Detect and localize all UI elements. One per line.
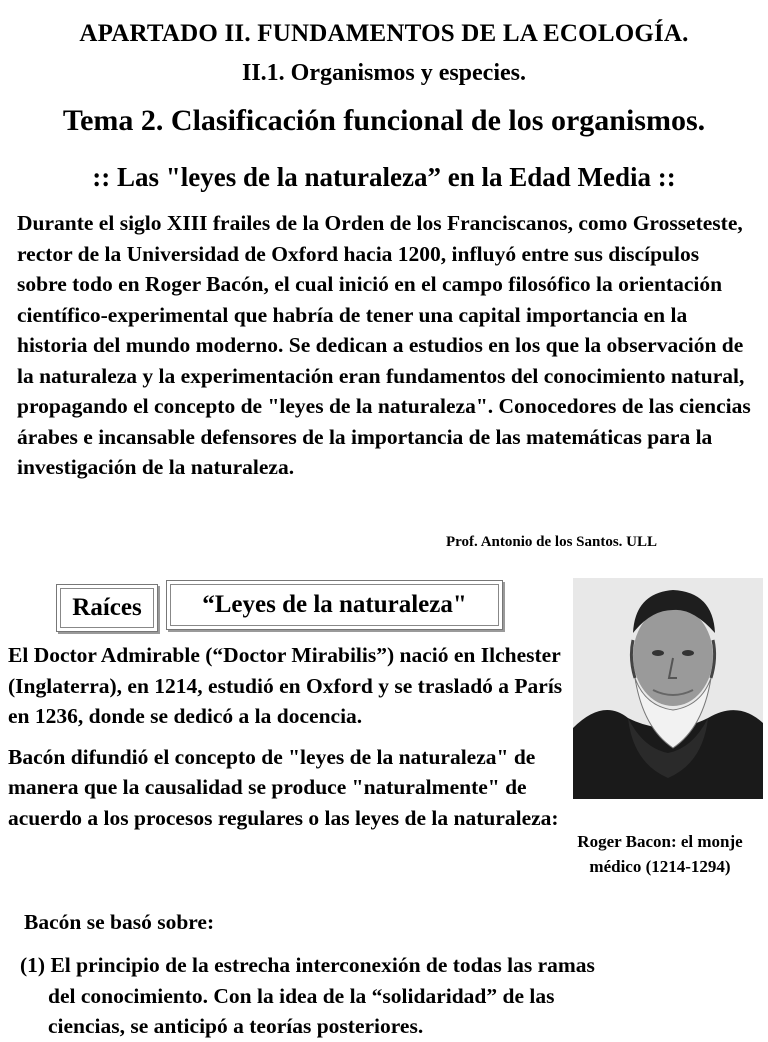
based-on-heading: Bacón se basó sobre:	[24, 910, 215, 934]
raices-button[interactable]	[56, 584, 158, 632]
author-credit: Prof. Antonio de los Santos. ULL	[446, 534, 658, 550]
topic-title: Tema 2. Clasificación funcional de los organismos.	[62, 104, 706, 137]
principle-item	[20, 950, 740, 1042]
roger-bacon-portrait	[573, 578, 763, 799]
principle-line-1: El principio de la estrecha interconexión de todas las ramas	[50, 953, 595, 977]
intro-paragraph: Durante el siglo XIII frailes de la Orden de los Franciscanos, como Grosseteste, rector de la Universidad de Oxford hacia 1200, influyó entre sus discípulos sobre todo en Roger Bacón, el cual inició en el campo filosófico la orientación científico-experimental que habría de tener una capital importancia en la historia del mundo moderno. Se dedican a estudios en los que la observación de la naturaleza y la experimentación eran fundamentos del conocimiento natural, propagando el concepto de "leyes de la naturaleza". Conocedores de las ciencias árabes e incansable defensores de la importancia de las matemáticas para la investigación de la naturaleza.	[17, 211, 751, 479]
raices-label: Raíces	[72, 594, 142, 621]
principle-line-3: ciencias, se anticipó a teorías posteriores.	[48, 1014, 424, 1038]
principle-line-2: del conocimiento. Con la idea de la “solidaridad” de las	[48, 983, 555, 1008]
leyes-naturaleza-button[interactable]	[166, 580, 503, 630]
page-subtitle: :: Las "leyes de la naturaleza” en la Edad Media ::	[92, 162, 676, 192]
section-title: APARTADO II. FUNDAMENTOS DE LA ECOLOGÍA.	[79, 20, 689, 47]
body-text	[8, 640, 568, 843]
leyes-label: “Leyes de la naturaleza"	[202, 591, 467, 618]
subsection-title: II.1. Organismos y especies.	[242, 60, 526, 86]
portrait-caption: Roger Bacon: el monje médico (1214-1294)	[577, 832, 743, 876]
laws-paragraph: Bacón difundió el concepto de "leyes de la naturaleza" de manera que la causalidad se produce "naturalmente" de acuerdo a los procesos regulares o las leyes de la naturaleza:	[8, 744, 559, 830]
principle-number: (1)	[20, 953, 46, 977]
bio-paragraph: El Doctor Admirable (“Doctor Mirabilis”) nació en Ilchester (Inglaterra), en 1214, estudió en Oxford y se trasladó a París en 1236, donde se dedicó a la docencia.	[8, 643, 563, 728]
